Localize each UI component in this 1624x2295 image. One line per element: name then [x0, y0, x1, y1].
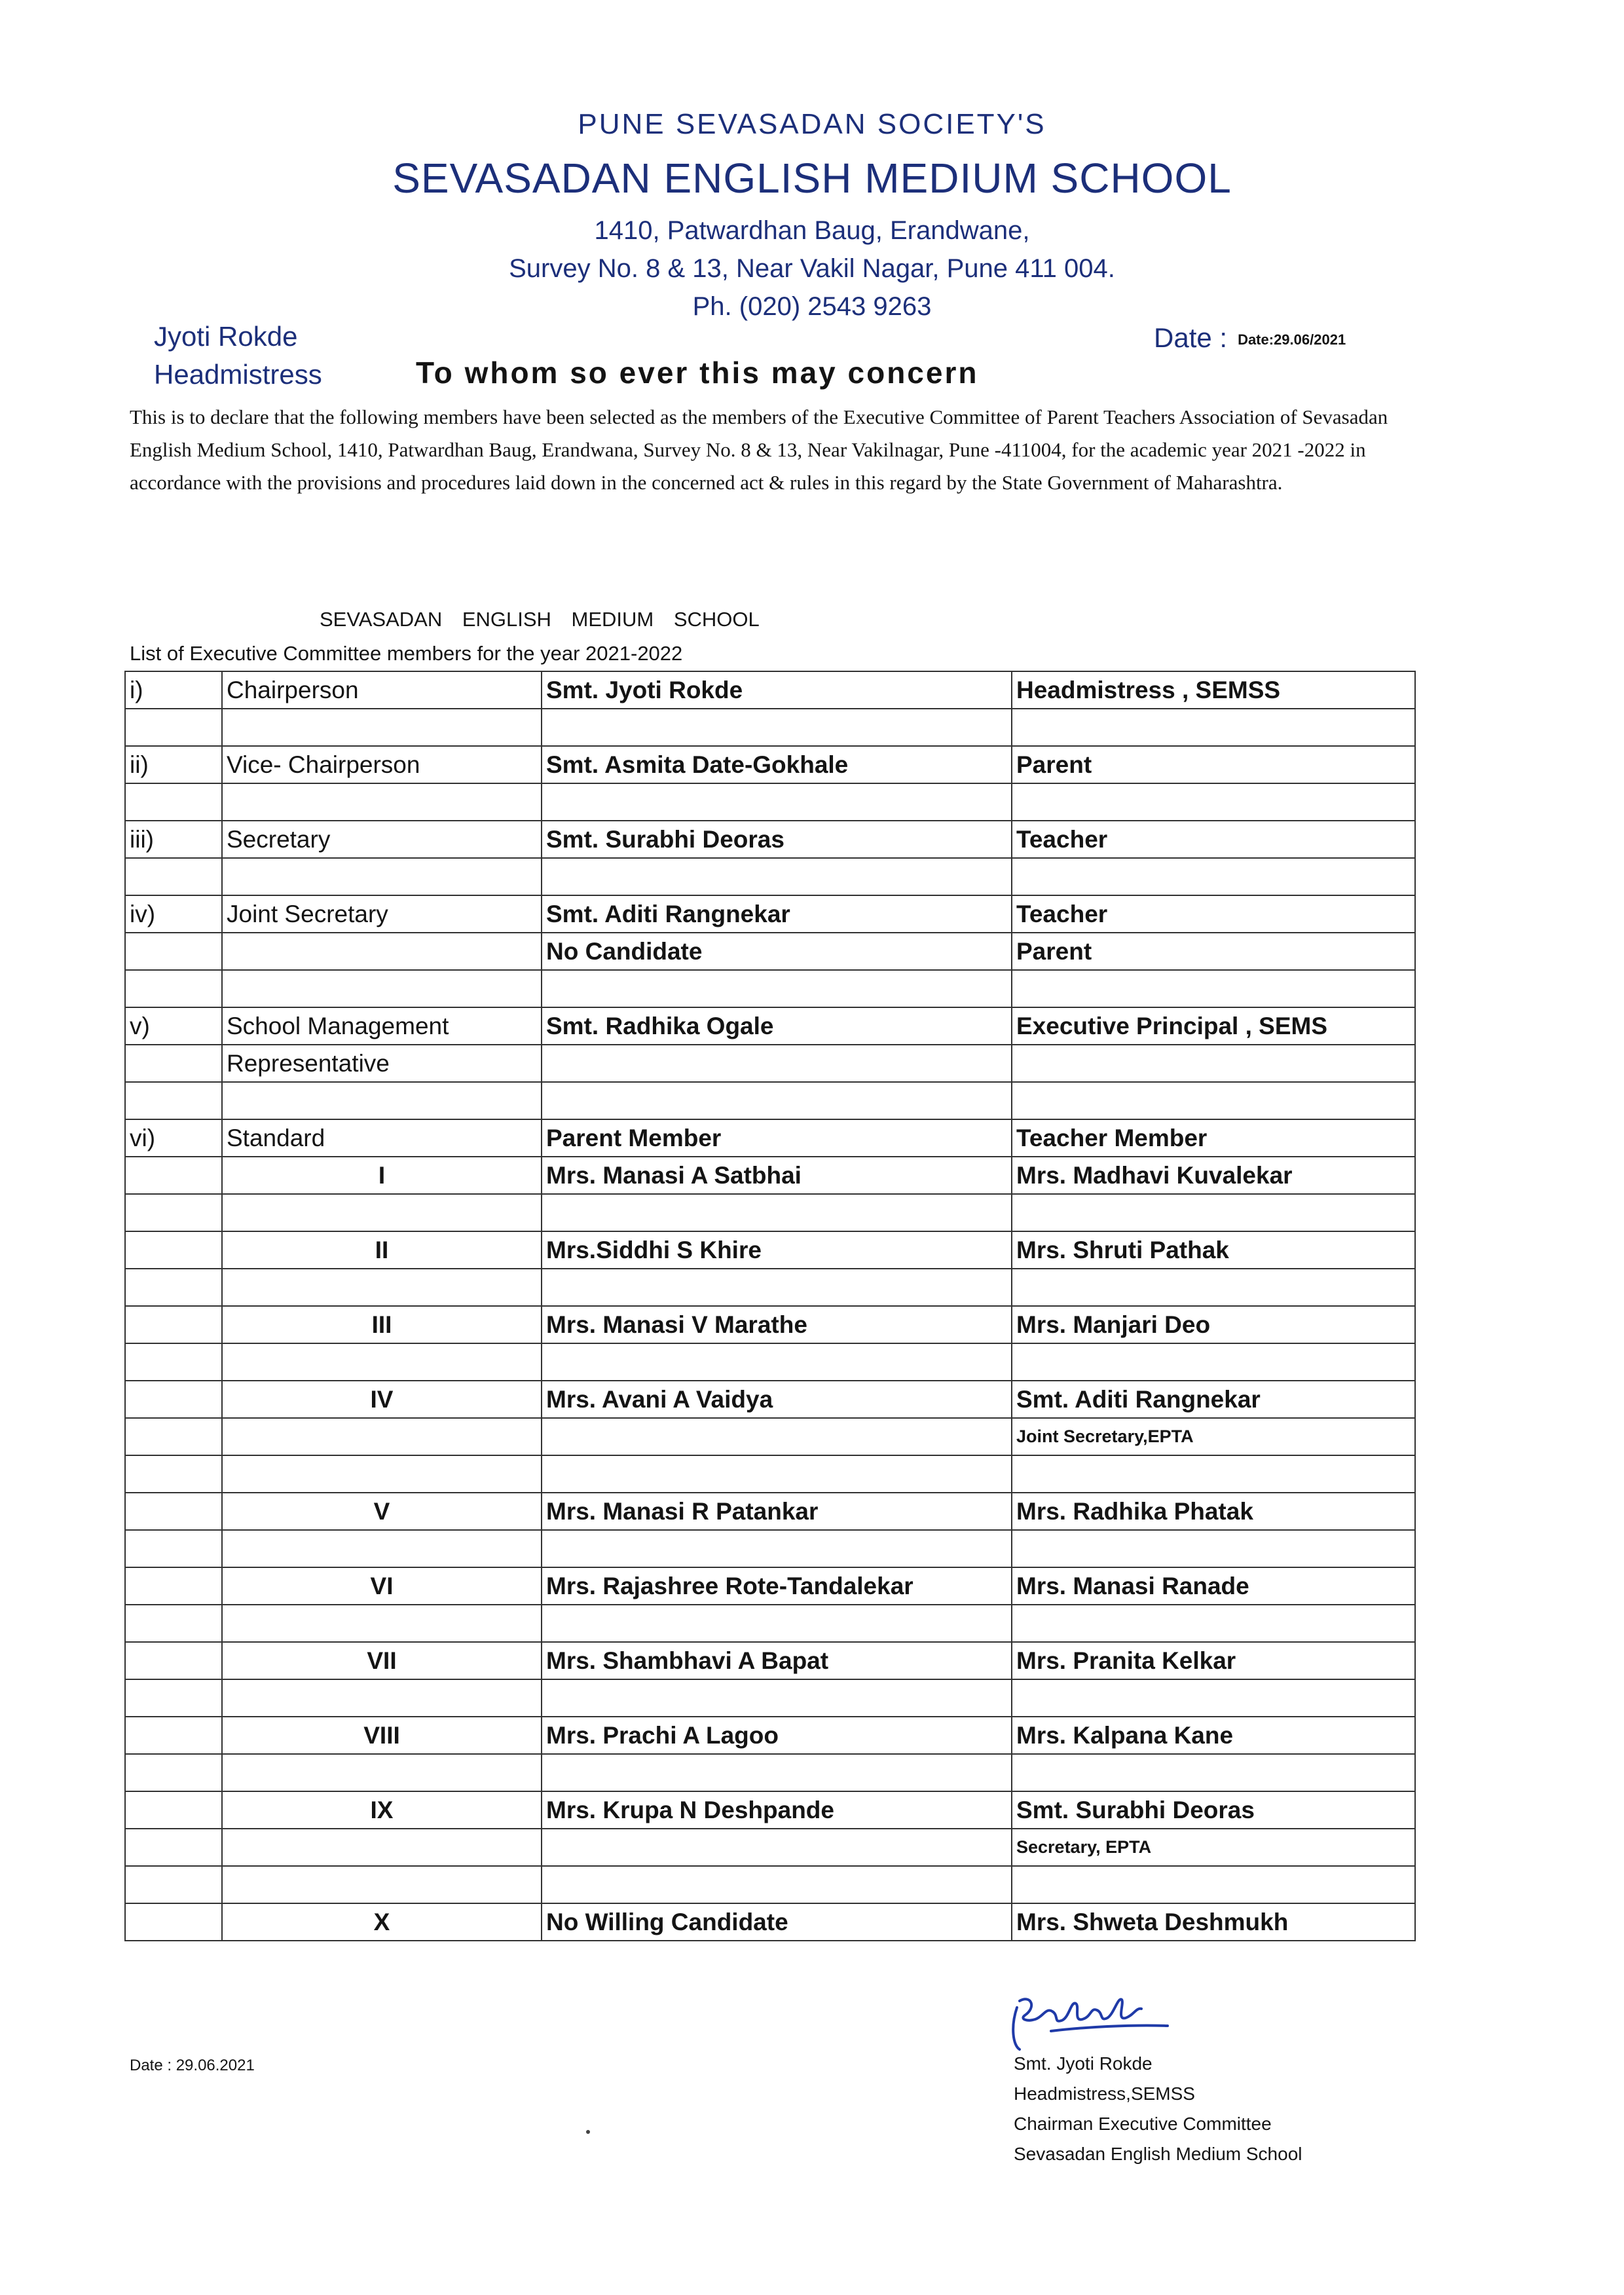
name-cell: No Candidate: [542, 933, 1012, 970]
teacher-note-cell: Joint Secretary,EPTA: [1012, 1418, 1415, 1455]
spacer-row: [125, 1679, 1415, 1717]
teacher-member-cell: Mrs. Manasi Ranade: [1012, 1567, 1415, 1605]
signature-block: [1014, 2049, 1302, 2169]
phone-number: Ph. (020) 2543 9263: [692, 292, 932, 321]
designation-cell: Headmistress , SEMSS: [1012, 671, 1415, 709]
standard-cell: II: [222, 1231, 542, 1269]
standard-cell: VII: [222, 1642, 542, 1679]
role-cell: Vice- Chairperson: [222, 746, 542, 783]
date-block: [1154, 322, 1346, 354]
spacer-row: [125, 858, 1415, 895]
address-line-1: 1410, Patwardhan Baug, Erandwane,: [594, 216, 1030, 245]
designation-cell: Teacher: [1012, 821, 1415, 858]
teacher-member-cell: Mrs. Manjari Deo: [1012, 1306, 1415, 1343]
table-row: [125, 1045, 1415, 1082]
footer-date: Date : 29.06.2021: [130, 2057, 255, 2074]
row-number: iii): [125, 821, 222, 858]
table-row: [125, 1791, 1415, 1829]
teacher-member-cell: Smt. Aditi Rangnekar: [1012, 1381, 1415, 1418]
parent-member-cell: No Willing Candidate: [542, 1903, 1012, 1941]
parent-member-cell: Mrs. Shambhavi A Bapat: [542, 1642, 1012, 1679]
spacer-row: [125, 1754, 1415, 1791]
name-cell: Smt. Asmita Date-Gokhale: [542, 746, 1012, 783]
parent-member-cell: Mrs. Manasi V Marathe: [542, 1306, 1012, 1343]
designation-cell: Executive Principal , SEMS: [1012, 1007, 1415, 1045]
spacer-row: [125, 783, 1415, 821]
standard-cell: X: [222, 1903, 542, 1941]
designation-cell: Parent: [1012, 746, 1415, 783]
teacher-member-cell: Mrs. Shweta Deshmukh: [1012, 1903, 1415, 1941]
spacer-row: [125, 970, 1415, 1007]
teacher-member-cell: Mrs. Madhavi Kuvalekar: [1012, 1157, 1415, 1194]
table-row: [125, 933, 1415, 970]
role-cell: Joint Secretary: [222, 895, 542, 933]
table-row: [125, 1829, 1415, 1866]
role-cell: Secretary: [222, 821, 542, 858]
table-header-row: [125, 1119, 1415, 1157]
name-cell: Smt. Jyoti Rokde: [542, 671, 1012, 709]
row-number: i): [125, 671, 222, 709]
parent-member-cell: Mrs. Avani A Vaidya: [542, 1381, 1012, 1418]
parent-member-cell: Mrs. Manasi R Patankar: [542, 1493, 1012, 1530]
teacher-member-cell: Mrs. Radhika Phatak: [1012, 1493, 1415, 1530]
date-label: Date :: [1154, 322, 1228, 353]
row-number: v): [125, 1007, 222, 1045]
column-header-parent: Parent Member: [542, 1119, 1012, 1157]
headmistress-name: Jyoti Rokde: [154, 321, 298, 352]
teacher-member-cell: Mrs. Pranita Kelkar: [1012, 1642, 1415, 1679]
parent-member-cell: Mrs.Siddhi S Khire: [542, 1231, 1012, 1269]
signatory-title: Headmistress,SEMSS: [1014, 2083, 1195, 2104]
standard-cell: V: [222, 1493, 542, 1530]
row-number: iv): [125, 895, 222, 933]
designation-cell: Teacher: [1012, 895, 1415, 933]
role-cell: School Management: [222, 1007, 542, 1045]
spacer-row: [125, 1866, 1415, 1903]
spacer-row: [125, 1269, 1415, 1306]
table-row: [125, 1157, 1415, 1194]
teacher-member-cell: Smt. Surabhi Deoras: [1012, 1791, 1415, 1829]
table-row: [125, 1717, 1415, 1754]
address-line-2: Survey No. 8 & 13, Near Vakil Nagar, Pune 411 004.: [509, 254, 1115, 283]
role-cell: Representative: [222, 1045, 542, 1082]
table-row: [125, 671, 1415, 709]
teacher-note-cell: Secretary, EPTA: [1012, 1829, 1415, 1866]
spacer-row: [125, 709, 1415, 746]
row-number: vi): [125, 1119, 222, 1157]
table-row: [125, 1903, 1415, 1941]
school-name: SEVASADAN ENGLISH MEDIUM SCHOOL: [392, 155, 1232, 202]
row-number: ii): [125, 746, 222, 783]
table-row: [125, 1493, 1415, 1530]
table-row: [125, 746, 1415, 783]
role-cell: Chairperson: [222, 671, 542, 709]
scan-speck: [586, 2130, 590, 2134]
spacer-row: [125, 1343, 1415, 1381]
table-row: [125, 895, 1415, 933]
table-row: [125, 1007, 1415, 1045]
signatory-name: Smt. Jyoti Rokde: [1014, 2053, 1153, 2074]
standard-cell: VIII: [222, 1717, 542, 1754]
standard-cell: III: [222, 1306, 542, 1343]
teacher-member-cell: Mrs. Shruti Pathak: [1012, 1231, 1415, 1269]
table-row: [125, 1642, 1415, 1679]
name-cell: Smt. Surabhi Deoras: [542, 821, 1012, 858]
designation-cell: Parent: [1012, 933, 1415, 970]
standard-cell: I: [222, 1157, 542, 1194]
declaration-paragraph: This is to declare that the following members have been selected as the members of the Executive Committee of Parent Teachers Association of Sevasadan English Medium School, 1410, Patwardhan Baug, Erandwana, Survey No. 8 & 13, Near Vakilnagar, Pune -411004, for the academic year 2021 -2022 in accordance with the provisions and procedures laid down in the concerned act & rules in this regard by the State Government of Maharashtra.: [130, 405, 1388, 494]
parent-member-cell: Mrs. Manasi A Satbhai: [542, 1157, 1012, 1194]
name-cell: Smt. Aditi Rangnekar: [542, 895, 1012, 933]
table-row: [125, 1381, 1415, 1418]
column-header-teacher: Teacher Member: [1012, 1119, 1415, 1157]
table-row: [125, 1306, 1415, 1343]
spacer-row: [125, 1194, 1415, 1231]
table-row: [125, 1231, 1415, 1269]
column-header-standard: Standard: [222, 1119, 542, 1157]
standard-cell: VI: [222, 1567, 542, 1605]
teacher-member-cell: Mrs. Kalpana Kane: [1012, 1717, 1415, 1754]
society-name: PUNE SEVASADAN SOCIETY'S: [578, 108, 1046, 140]
name-cell: Smt. Radhika Ogale: [542, 1007, 1012, 1045]
table-row: [125, 821, 1415, 858]
spacer-row: [125, 1605, 1415, 1642]
committee-table: [124, 671, 1416, 1941]
table-row: [125, 1418, 1415, 1455]
list-title: List of Executive Committee members for the year 2021-2022: [130, 642, 683, 665]
signatory-role: Chairman Executive Committee: [1014, 2114, 1272, 2134]
spacer-row: [125, 1455, 1415, 1493]
standard-cell: IV: [222, 1381, 542, 1418]
date-value: Date:29.06/2021: [1238, 331, 1346, 348]
list-school-name: SEVASADAN ENGLISH MEDIUM SCHOOL: [320, 608, 760, 631]
signatory-school: Sevasadan English Medium School: [1014, 2144, 1302, 2164]
parent-member-cell: Mrs. Rajashree Rote-Tandalekar: [542, 1567, 1012, 1605]
spacer-row: [125, 1082, 1415, 1119]
headmistress-title: Headmistress: [154, 359, 322, 390]
parent-member-cell: Mrs. Krupa N Deshpande: [542, 1791, 1012, 1829]
letter-heading: To whom so ever this may concern: [416, 356, 979, 390]
standard-cell: IX: [222, 1791, 542, 1829]
spacer-row: [125, 1530, 1415, 1567]
handwritten-signature: [1005, 1981, 1175, 2053]
table-row: [125, 1567, 1415, 1605]
parent-member-cell: Mrs. Prachi A Lagoo: [542, 1717, 1012, 1754]
